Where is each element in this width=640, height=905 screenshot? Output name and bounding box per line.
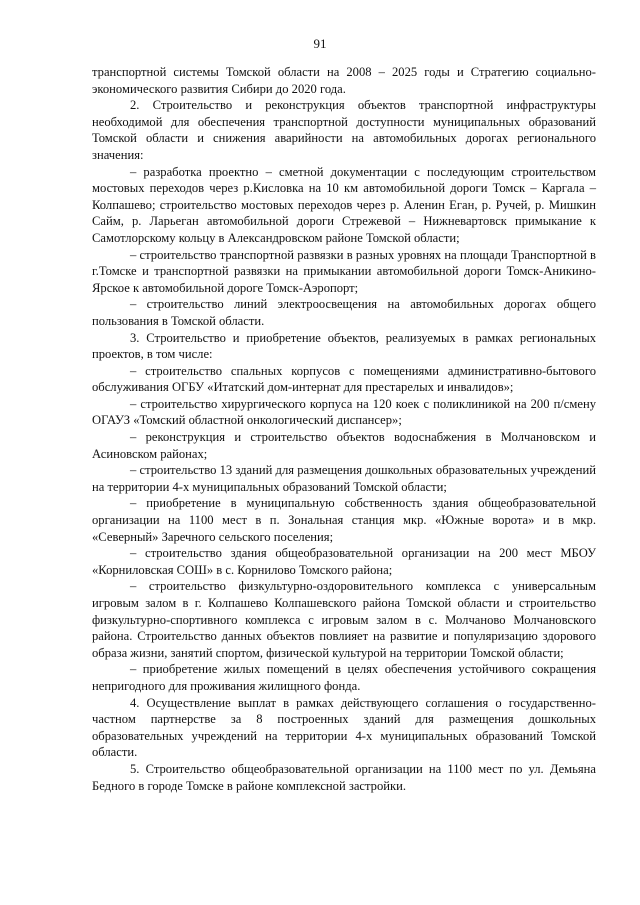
- page-number: 91: [313, 36, 327, 51]
- paragraph: 3. Строительство и приобретение объектов, реализуемых в рамках региональных проектов, в том числе:: [92, 330, 596, 362]
- list-item: – строительство линий электроосвещения на автомобильных дорогах общего пользования в Томской области.: [92, 297, 596, 328]
- list-item: – строительство физкультурно-оздоровительного комплекса с универсальным игровым залом в г. Колпашево Колпашевского района Томской области и строительство физкультурно-спортивного комплекса с игровым залом в с. Молчаново Молчановского района. Строительство данных объектов повлияет на развитие и популяризацию здорового образа жизни, занятий спортом, физической культурой на территории Томской области;: [92, 579, 596, 660]
- paragraph: 4. Осуществление выплат в рамках действующего соглашения о государственно-частном партнерстве за 8 построенных зданий для размещения дошкольных образовательных учреждений на территории 4-х муниципальных образований Томской области.: [92, 695, 596, 760]
- document-body: [92, 64, 596, 794]
- paragraph: транспортной системы Томской области на 2008 – 2025 годы и Стратегию социально-экономического развития Сибири до 2020 года.: [92, 65, 596, 96]
- list-item: – строительство 13 зданий для размещения дошкольных образовательных учреждений на территории 4-х муниципальных образований Томской области;: [92, 463, 596, 494]
- list-item: – приобретение жилых помещений в целях обеспечения устойчивого сокращения непригодного для проживания жилищного фонда.: [92, 662, 596, 693]
- list-item: – строительство хирургического корпуса на 120 коек с поликлиникой на 200 п/смену ОГАУЗ «Томский областной онкологический диспансер»;: [92, 396, 596, 428]
- list-item: – приобретение в муниципальную собственность здания общеобразовательной организации на 1100 мест в п. Зональная станция мкр. «Южные ворота» и в мкр. «Северный» Заречного сельского поселения;: [92, 496, 596, 544]
- list-item: – реконструкция и строительство объектов водоснабжения в Молчановском и Асиновском районах;: [92, 430, 596, 461]
- paragraph: 2. Строительство и реконструкция объектов транспортной инфраструктуры необходимой для обеспечения транспортной доступности муниципальных образований Томской области и снижения аварийности на автомобильных дорогах регионального значения:: [92, 98, 596, 162]
- list-item: – строительство здания общеобразовательной организации на 200 мест МБОУ «Корниловская СОШ» в с. Корнилово Томского района;: [92, 546, 596, 577]
- paragraph: 5. Строительство общеобразовательной организации на 1100 мест по ул. Демьяна Бедного в городе Томске в районе комплексной застройки.: [92, 761, 596, 793]
- list-item: – строительство спальных корпусов с помещениями административно-бытового обслуживания ОГБУ «Итатский дом-интернат для престарелых и инвалидов»;: [92, 363, 596, 395]
- list-item: – строительство транспортной развязки в разных уровнях на площади Транспортной в г.Томске и транспортной развязки на примыкании автомобильной дороги Томск-Аникино-Ярское к автомобильной дороге Томск-Аэропорт;: [92, 247, 596, 295]
- list-item: – разработка проектно – сметной документации с последующим строительством мостовых переходов через р.Кисловка на 10 км автомобильной дороги Томск – Каргала – Колпашево; строительство мостовых переходов через р. Аленин Еган, р. Ручей, р. Мишкин Сайм, р. Ларьеган автомобильной дороги Стрежевой – Нижневартовск примыкание к Самотлорскому кольцу в Александровском районе Томской области;: [92, 164, 596, 245]
